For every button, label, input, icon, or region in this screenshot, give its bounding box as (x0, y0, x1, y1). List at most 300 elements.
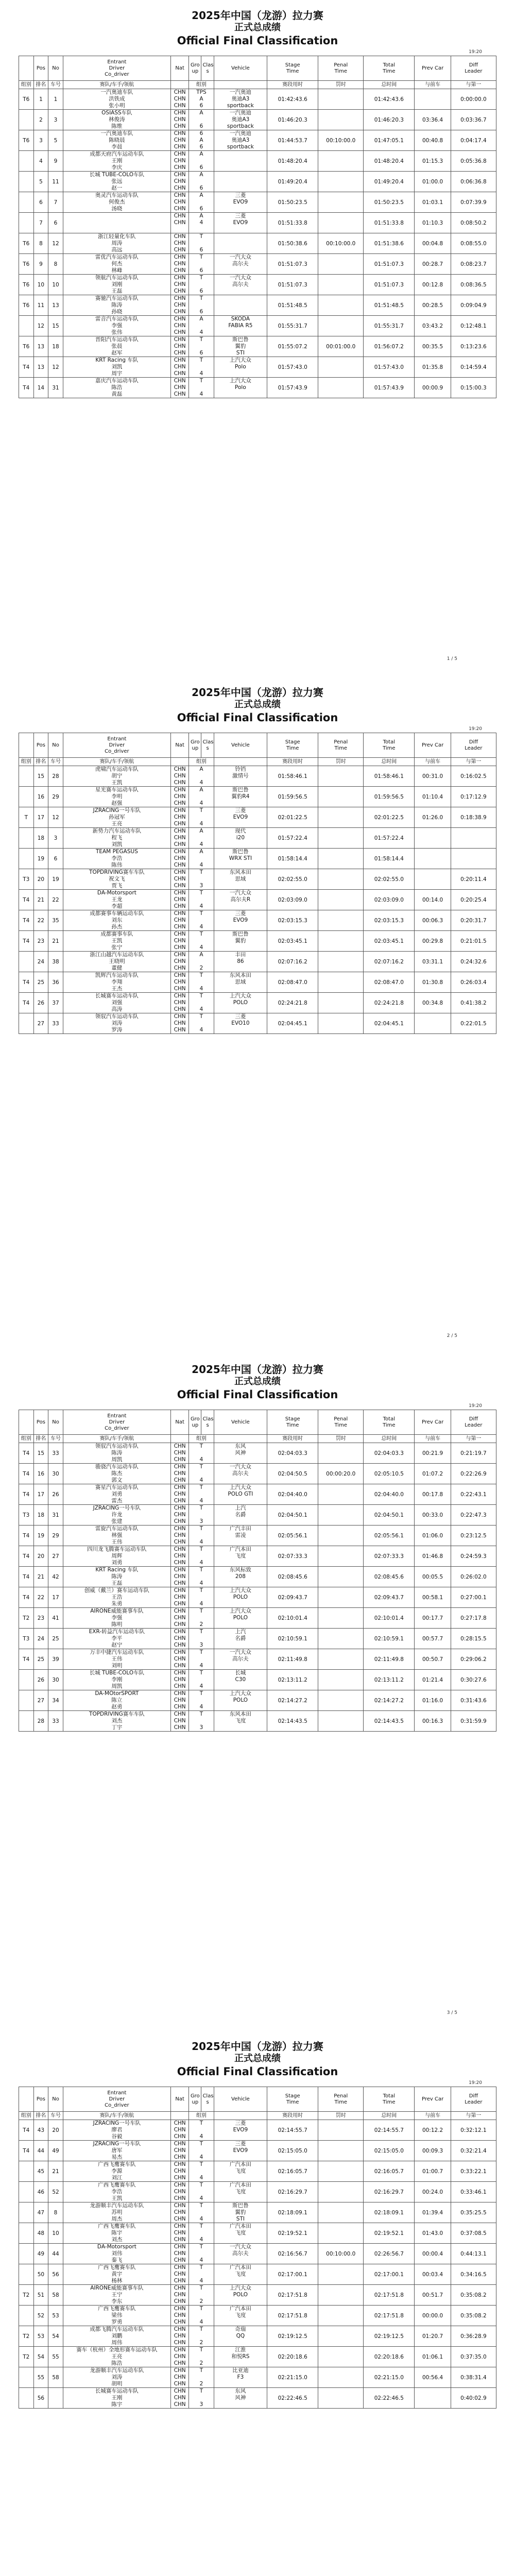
cell-diff-leader: 0:24:59.3 (451, 1546, 496, 1567)
cell-pos: 10 (33, 275, 48, 295)
cell-vehicle-line: Polo (235, 364, 246, 370)
header-group: Gro up (189, 56, 201, 81)
cell-group (189, 931, 214, 952)
cell-group-line: 4 (199, 2133, 203, 2140)
cell-penal-time (318, 931, 364, 952)
cell-nat-line: CHN (174, 2285, 186, 2291)
cell-entrant-line: 王刚 (111, 2395, 123, 2401)
cell-pos: 20 (33, 869, 48, 890)
cell-entrant (63, 807, 170, 828)
cell-vehicle (214, 254, 267, 275)
cell-group-line: 4 (199, 1477, 203, 1483)
cell-group-line (190, 1697, 212, 1704)
table-row (19, 2264, 496, 2285)
cell-vehicle-line: 三菱 (235, 2141, 246, 2147)
cell-penal-time (318, 1546, 364, 1567)
cell-diff-leader: 0:37:08.5 (451, 2223, 496, 2244)
cell-group (189, 336, 214, 357)
cell-vehicle (214, 2388, 267, 2409)
cell-vehicle-line (215, 1704, 266, 1710)
cell-vehicle-line (215, 370, 266, 377)
cell-vehicle-line: 一汽大众 (229, 1649, 251, 1655)
title-en: Official Final Classification (177, 35, 338, 47)
cell-entrant-line: 胡宁 (111, 773, 123, 779)
cell-penal-time (318, 993, 364, 1013)
header-no: No (48, 733, 63, 758)
cell-entrant (63, 1484, 170, 1505)
cell-group-line: 4 (199, 2257, 203, 2263)
cell-entrant-line: JZRACING一号车队 (93, 1505, 141, 1511)
cell-group-line (190, 2147, 212, 2154)
cell-vehicle (214, 807, 267, 828)
cell-penal-time (318, 1670, 364, 1690)
table-row (19, 2388, 496, 2409)
cell-group-line: T (199, 807, 203, 814)
cell-pos: 16 (33, 787, 48, 807)
cell-nat-line: CHN (174, 123, 186, 129)
cell-total-time: 02:04:40.0 (364, 1484, 415, 1505)
header-total-time: Total Time (364, 733, 415, 758)
cell-prev-car: 00:33.0 (415, 1505, 451, 1526)
cell-no: 12 (48, 357, 63, 378)
cell-group-line: T (199, 2182, 203, 2188)
cell-entrant (63, 993, 170, 1013)
cell-group (189, 192, 214, 213)
cell-entrant-line: 晋阳汽车运动车队 (95, 336, 139, 343)
table-row (19, 952, 496, 972)
cell-vehicle-line: F3 (237, 2374, 244, 2380)
cell-entrant-line (64, 219, 169, 226)
cell-no: 25 (48, 1629, 63, 1649)
cell-prev-car: 00:12.2 (415, 2120, 451, 2141)
cell-vehicle-line: 高尔夫 (232, 1470, 249, 1477)
cell-group-line (190, 793, 212, 800)
cell-group (189, 869, 214, 890)
cell-diff-leader: 0:20:11.4 (451, 869, 496, 890)
cell-prev-car: 03:43.2 (415, 316, 451, 336)
table-row (19, 357, 496, 378)
cell-group-line: 4 (199, 2195, 203, 2201)
cell-nat (171, 89, 189, 110)
cell-group-line (190, 2395, 212, 2401)
cell-no: 12 (48, 233, 63, 254)
cell-penal-time (318, 2285, 364, 2306)
cell-group-line: 4 (199, 800, 203, 806)
cell-entrant-line: 赛车（杭州）全地形赛车运动车队 (76, 2347, 158, 2353)
cell-pos: 6 (33, 192, 48, 213)
cell-entrant-line: 王亮 (111, 2353, 123, 2360)
cell-no: 33 (48, 1013, 63, 1034)
cell-entrant-line: 孙杰 (111, 924, 123, 930)
cell-vehicle-line: 广汽本田 (229, 2306, 251, 2312)
cell-nat-line: CHN (174, 336, 186, 343)
cell-entrant-line: 成都赛事车队 (100, 931, 133, 937)
cell-nat-line: CHN (174, 779, 186, 786)
cell-vehicle-line: 翼豹 (235, 938, 246, 944)
cell-stage-time: 01:57:43.0 (267, 357, 318, 378)
cell-pos: 28 (33, 1711, 48, 1732)
cell-nat-line: CHN (174, 972, 186, 978)
header-total-time: Total Time (364, 56, 415, 81)
cell-pos: 48 (33, 2223, 48, 2244)
cell-group (189, 233, 214, 254)
cell-nat-line: CHN (174, 130, 186, 137)
cell-class (19, 2244, 34, 2264)
cell-group-line: T (199, 1587, 203, 1594)
cell-penal-time (318, 254, 364, 275)
cell-diff-leader: 0:16:02.5 (451, 766, 496, 787)
cell-prev-car: 01:10.4 (415, 787, 451, 807)
cell-group-line (190, 1594, 212, 1601)
header-row-main (19, 2087, 496, 2112)
table-row (19, 316, 496, 336)
table-row (19, 275, 496, 295)
cell-entrant (63, 357, 170, 378)
cell-total-time: 02:08:45.6 (364, 1567, 415, 1587)
table-row (19, 766, 496, 787)
cell-vehicle-line: STI (236, 2216, 245, 2222)
cell-vehicle-line (215, 206, 266, 212)
cell-vehicle-line: 丰田 (235, 952, 246, 958)
cell-vehicle (214, 130, 267, 151)
header-pos-cn: 排名 (33, 2112, 48, 2120)
cell-vehicle-line: FABIA R5 (228, 323, 253, 329)
cell-entrant (63, 2182, 170, 2202)
table-row (19, 2306, 496, 2326)
cell-group-line: TPS (196, 89, 207, 95)
header-vehicle: Vehicle (214, 1410, 267, 1435)
cell-nat-line: CHN (174, 2182, 186, 2188)
cell-group-line (190, 226, 212, 233)
cell-nat-line: CHN (174, 384, 186, 391)
cell-vehicle-line: 三菱 (235, 2120, 246, 2126)
cell-group-line: T (199, 1484, 203, 1490)
cell-nat-line: CHN (174, 2353, 186, 2360)
cell-nat-line: CHN (174, 1690, 186, 1697)
cell-pos: 24 (33, 952, 48, 972)
header-nat-cn (171, 81, 189, 89)
cell-no: 58 (48, 2285, 63, 2306)
cell-vehicle-line: 一汽奥迪 (229, 110, 251, 116)
cell-nat (171, 828, 189, 849)
cell-vehicle-line: 飞度 (235, 1553, 246, 1559)
cell-vehicle-line: 和悦RS (231, 2353, 250, 2360)
cell-class: T4 (19, 972, 34, 993)
cell-vehicle-line (215, 2319, 266, 2326)
cell-penal-time (318, 2223, 364, 2244)
cell-nat (171, 787, 189, 807)
cell-entrant-line: 王宁 (111, 2292, 123, 2298)
cell-class (19, 952, 34, 972)
cell-diff-leader (451, 828, 496, 849)
cell-entrant-line: 罗涛 (111, 1027, 123, 1033)
cell-class: T4 (19, 1443, 34, 1464)
cell-diff-leader: 0:36:28.9 (451, 2326, 496, 2347)
cell-entrant-line: 贾飞 (111, 883, 123, 889)
table-row (19, 1629, 496, 1649)
cell-vehicle-line (215, 2381, 266, 2387)
cell-group-line: 4 (199, 1704, 203, 1710)
cell-group-line (190, 199, 212, 206)
cell-nat (171, 1505, 189, 1526)
cell-stage-time: 01:44:53.7 (267, 130, 318, 151)
cell-pos: 20 (33, 1546, 48, 1567)
cell-nat-line: CHN (174, 855, 186, 861)
cell-nat (171, 1526, 189, 1546)
cell-class (19, 2264, 34, 2285)
cell-vehicle-line (215, 965, 266, 972)
cell-entrant-line: 王龙 (111, 896, 123, 903)
cell-nat-line: CHN (174, 1642, 186, 1648)
cell-stage-time: 02:19:12.5 (267, 2326, 318, 2347)
cell-total-time: 02:08:47.0 (364, 972, 415, 993)
cell-vehicle-line: 风神 (235, 1450, 246, 1456)
cell-group-line: 4 (199, 2236, 203, 2243)
cell-entrant-line: 陈涛 (111, 1573, 123, 1580)
cell-group-line (190, 1573, 212, 1580)
cell-nat-line: CHN (174, 1546, 186, 1552)
cell-nat-line: CHN (174, 2278, 186, 2284)
classification-table (19, 733, 496, 1034)
cell-nat-line: CHN (174, 2223, 186, 2229)
cell-entrant-line: AIRONE威能赛事车队 (90, 2285, 144, 2291)
cell-nat-line: CHN (174, 1505, 186, 1511)
cell-pos: 18 (33, 828, 48, 849)
cell-no: 37 (48, 993, 63, 1013)
cell-nat-line: CHN (174, 364, 186, 370)
cell-entrant-line: 李平 (111, 1635, 123, 1641)
cell-class: T4 (19, 357, 34, 378)
cell-nat-line: CHN (174, 766, 186, 772)
cell-entrant (63, 378, 170, 398)
report-time: 19:20 (469, 2080, 482, 2086)
cell-entrant-line: 成都天府汽车运动车队 (90, 151, 144, 157)
header-pos: Pos (33, 733, 48, 758)
cell-pos: 50 (33, 2264, 48, 2285)
classification-body (19, 2120, 496, 2409)
cell-nat (171, 1690, 189, 1711)
cell-diff-leader: 0:14:59.4 (451, 357, 496, 378)
report-time: 19:20 (469, 726, 482, 732)
cell-total-time: 02:04:03.3 (364, 1443, 415, 1464)
cell-group-line (190, 2333, 212, 2340)
header-class (19, 2087, 34, 2112)
cell-vehicle-line: 上汽大众 (229, 1587, 251, 1594)
header-vehicle: Vehicle (214, 2087, 267, 2112)
cell-group (189, 378, 214, 398)
cell-entrant-line: 秦飞 (111, 2257, 123, 2263)
cell-pos: 17 (33, 1484, 48, 1505)
cell-group-line (190, 2250, 212, 2257)
cell-diff-leader: 0:20:31.7 (451, 910, 496, 931)
table-row (19, 849, 496, 869)
table-row (19, 2141, 496, 2161)
cell-prev-car: 00:00.0 (415, 2306, 451, 2326)
cell-vehicle-line: STI (236, 350, 245, 356)
document-title (0, 2040, 515, 2078)
cell-vehicle (214, 2141, 267, 2161)
cell-pos: 4 (33, 151, 48, 172)
cell-class: T4 (19, 1567, 34, 1587)
header-pos-cn: 排名 (33, 81, 48, 89)
cell-entrant-line: 陈维 (111, 123, 123, 129)
cell-entrant-line: 苏明 (111, 2209, 123, 2215)
cell-vehicle-line: 上汽大众 (229, 1690, 251, 1697)
cell-no (48, 2388, 63, 2409)
cell-group-line: A (199, 110, 203, 116)
cell-group-line: T (199, 1711, 203, 1717)
cell-vehicle (214, 2223, 267, 2244)
report-time: 19:20 (469, 49, 482, 55)
cell-nat-line: CHN (174, 137, 186, 143)
cell-entrant-line: 祝文飞 (109, 876, 125, 882)
header-total-cn: 总时间 (364, 2112, 415, 2120)
cell-entrant-line: 广西飞鹰赛车队 (98, 2264, 136, 2270)
cell-group-line: T (199, 1690, 203, 1697)
cell-entrant-line: 四川龙飞腾赛车运动车队 (87, 1546, 147, 1552)
cell-nat-line: CHN (174, 2312, 186, 2318)
cell-group-line (190, 384, 212, 391)
cell-pos: 21 (33, 890, 48, 910)
cell-total-time: 02:04:45.1 (364, 1013, 415, 1034)
cell-nat-line: CHN (174, 206, 186, 212)
cell-entrant-line: 李强 (111, 323, 123, 329)
cell-diff-leader: 0:27:00.1 (451, 1587, 496, 1608)
cell-vehicle-line: 上汽 (235, 1629, 246, 1635)
cell-nat (171, 151, 189, 172)
cell-vehicle-line: 飞度 (235, 1718, 246, 1724)
cell-vehicle-line: EVO10 (231, 1020, 250, 1026)
cell-entrant (63, 2285, 170, 2306)
cell-entrant-line: DA-MOtorSPORT (95, 1690, 139, 1697)
cell-penal-time (318, 2388, 364, 2409)
cell-nat-line: CHN (174, 1635, 186, 1641)
table-row (19, 2326, 496, 2347)
cell-group (189, 254, 214, 275)
cell-group-line: T (199, 1567, 203, 1573)
cell-vehicle (214, 2285, 267, 2306)
cell-no: 53 (48, 2306, 63, 2326)
cell-vehicle-line: sportback (227, 144, 254, 150)
cell-entrant-line: 长城赛车运动车队 (95, 993, 139, 999)
cell-group (189, 2388, 214, 2409)
cell-entrant (63, 1505, 170, 1526)
cell-vehicle-line: WRX STI (229, 855, 252, 861)
cell-pos: 51 (33, 2285, 48, 2306)
cell-penal-time (318, 952, 364, 972)
cell-nat-line: CHN (174, 2154, 186, 2160)
cell-total-time: 01:59:56.5 (364, 787, 415, 807)
table-row (19, 807, 496, 828)
cell-vehicle-line: EVO9 (233, 814, 248, 820)
cell-nat-line: CHN (174, 1567, 186, 1573)
cell-penal-time (318, 1629, 364, 1649)
cell-class: T4 (19, 1546, 34, 1567)
header-stage-cn: 赛段用时 (267, 2112, 318, 2120)
cell-group-line: 4 (199, 2278, 203, 2284)
cell-penal-time (318, 172, 364, 192)
cell-entrant-line: 王凯 (111, 779, 123, 786)
cell-class (19, 172, 34, 192)
cell-entrant (63, 869, 170, 890)
cell-vehicle (214, 1587, 267, 1608)
cell-penal-time (318, 869, 364, 890)
cell-group-line: A (199, 316, 203, 322)
cell-group-line: T (199, 1505, 203, 1511)
cell-vehicle-line: 广汽本田 (229, 2223, 251, 2229)
cell-entrant (63, 849, 170, 869)
table-row (19, 787, 496, 807)
cell-stage-time: 02:05:56.1 (267, 1526, 318, 1546)
cell-entrant-line: 龙游顺丰汽车运动车队 (90, 2202, 144, 2209)
cell-no: 36 (48, 972, 63, 993)
header-class-col: Clas s (201, 733, 214, 758)
cell-prev-car: 01:35.8 (415, 357, 451, 378)
table-row (19, 1546, 496, 1567)
cell-entrant (63, 910, 170, 931)
cell-no: 5 (48, 130, 63, 151)
cell-stage-time: 02:03:45.1 (267, 931, 318, 952)
cell-no: 30 (48, 1670, 63, 1690)
cell-diff-leader: 0:37:35.0 (451, 2347, 496, 2367)
cell-class: T4 (19, 910, 34, 931)
cell-group-line: T (199, 1608, 203, 1614)
cell-nat (171, 2120, 189, 2141)
header-stage-time: Stage Time (267, 2087, 318, 2112)
cell-vehicle-line (215, 2401, 266, 2408)
cell-entrant-line: 长城赛车运动车队 (95, 2388, 139, 2394)
cell-entrant (63, 1526, 170, 1546)
cell-class: T2 (19, 2285, 34, 2306)
cell-diff-leader: 0:09:04.9 (451, 295, 496, 316)
cell-nat (171, 2141, 189, 2161)
cell-vehicle-line: POLO (233, 999, 248, 1006)
cell-nat-line: CHN (174, 896, 186, 903)
cell-entrant-line: 汤晓 (111, 206, 123, 212)
cell-stage-time: 02:04:50.5 (267, 1464, 318, 1484)
cell-entrant (63, 336, 170, 357)
table-row (19, 172, 496, 192)
cell-pos: 53 (33, 2326, 48, 2347)
cell-entrant (63, 2264, 170, 2285)
cell-entrant (63, 1587, 170, 1608)
cell-entrant-line: 领驭汽车运动车队 (95, 1013, 139, 1020)
cell-group-line: T (199, 2326, 203, 2332)
cell-nat (171, 2161, 189, 2182)
cell-vehicle-line: QQ (236, 2333, 245, 2339)
cell-penal-time: 00:10:00.0 (318, 233, 364, 254)
cell-entrant-line: 陈明 (111, 1621, 123, 1628)
cell-pos: 23 (33, 931, 48, 952)
header-vehicle-cn (214, 758, 267, 766)
cell-prev-car: 01:26.0 (415, 807, 451, 828)
cell-nat-line: CHN (174, 151, 186, 157)
cell-entrant-line: 张晨 (111, 343, 123, 349)
cell-nat-line: CHN (174, 2292, 186, 2298)
cell-nat-line: CHN (174, 828, 186, 834)
cell-group-line: 4 (199, 944, 203, 951)
cell-nat (171, 2202, 189, 2223)
cell-vehicle (214, 1013, 267, 1034)
cell-pos: 56 (33, 2388, 48, 2409)
cell-vehicle-line: 广汽本田 (229, 2182, 251, 2188)
cell-penal-time (318, 2306, 364, 2326)
header-stage-time: Stage Time (267, 733, 318, 758)
cell-vehicle (214, 1443, 267, 1464)
cell-class: T4 (19, 1464, 34, 1484)
header-penal-cn: 罚时 (318, 758, 364, 766)
cell-nat-line: CHN (174, 2236, 186, 2243)
